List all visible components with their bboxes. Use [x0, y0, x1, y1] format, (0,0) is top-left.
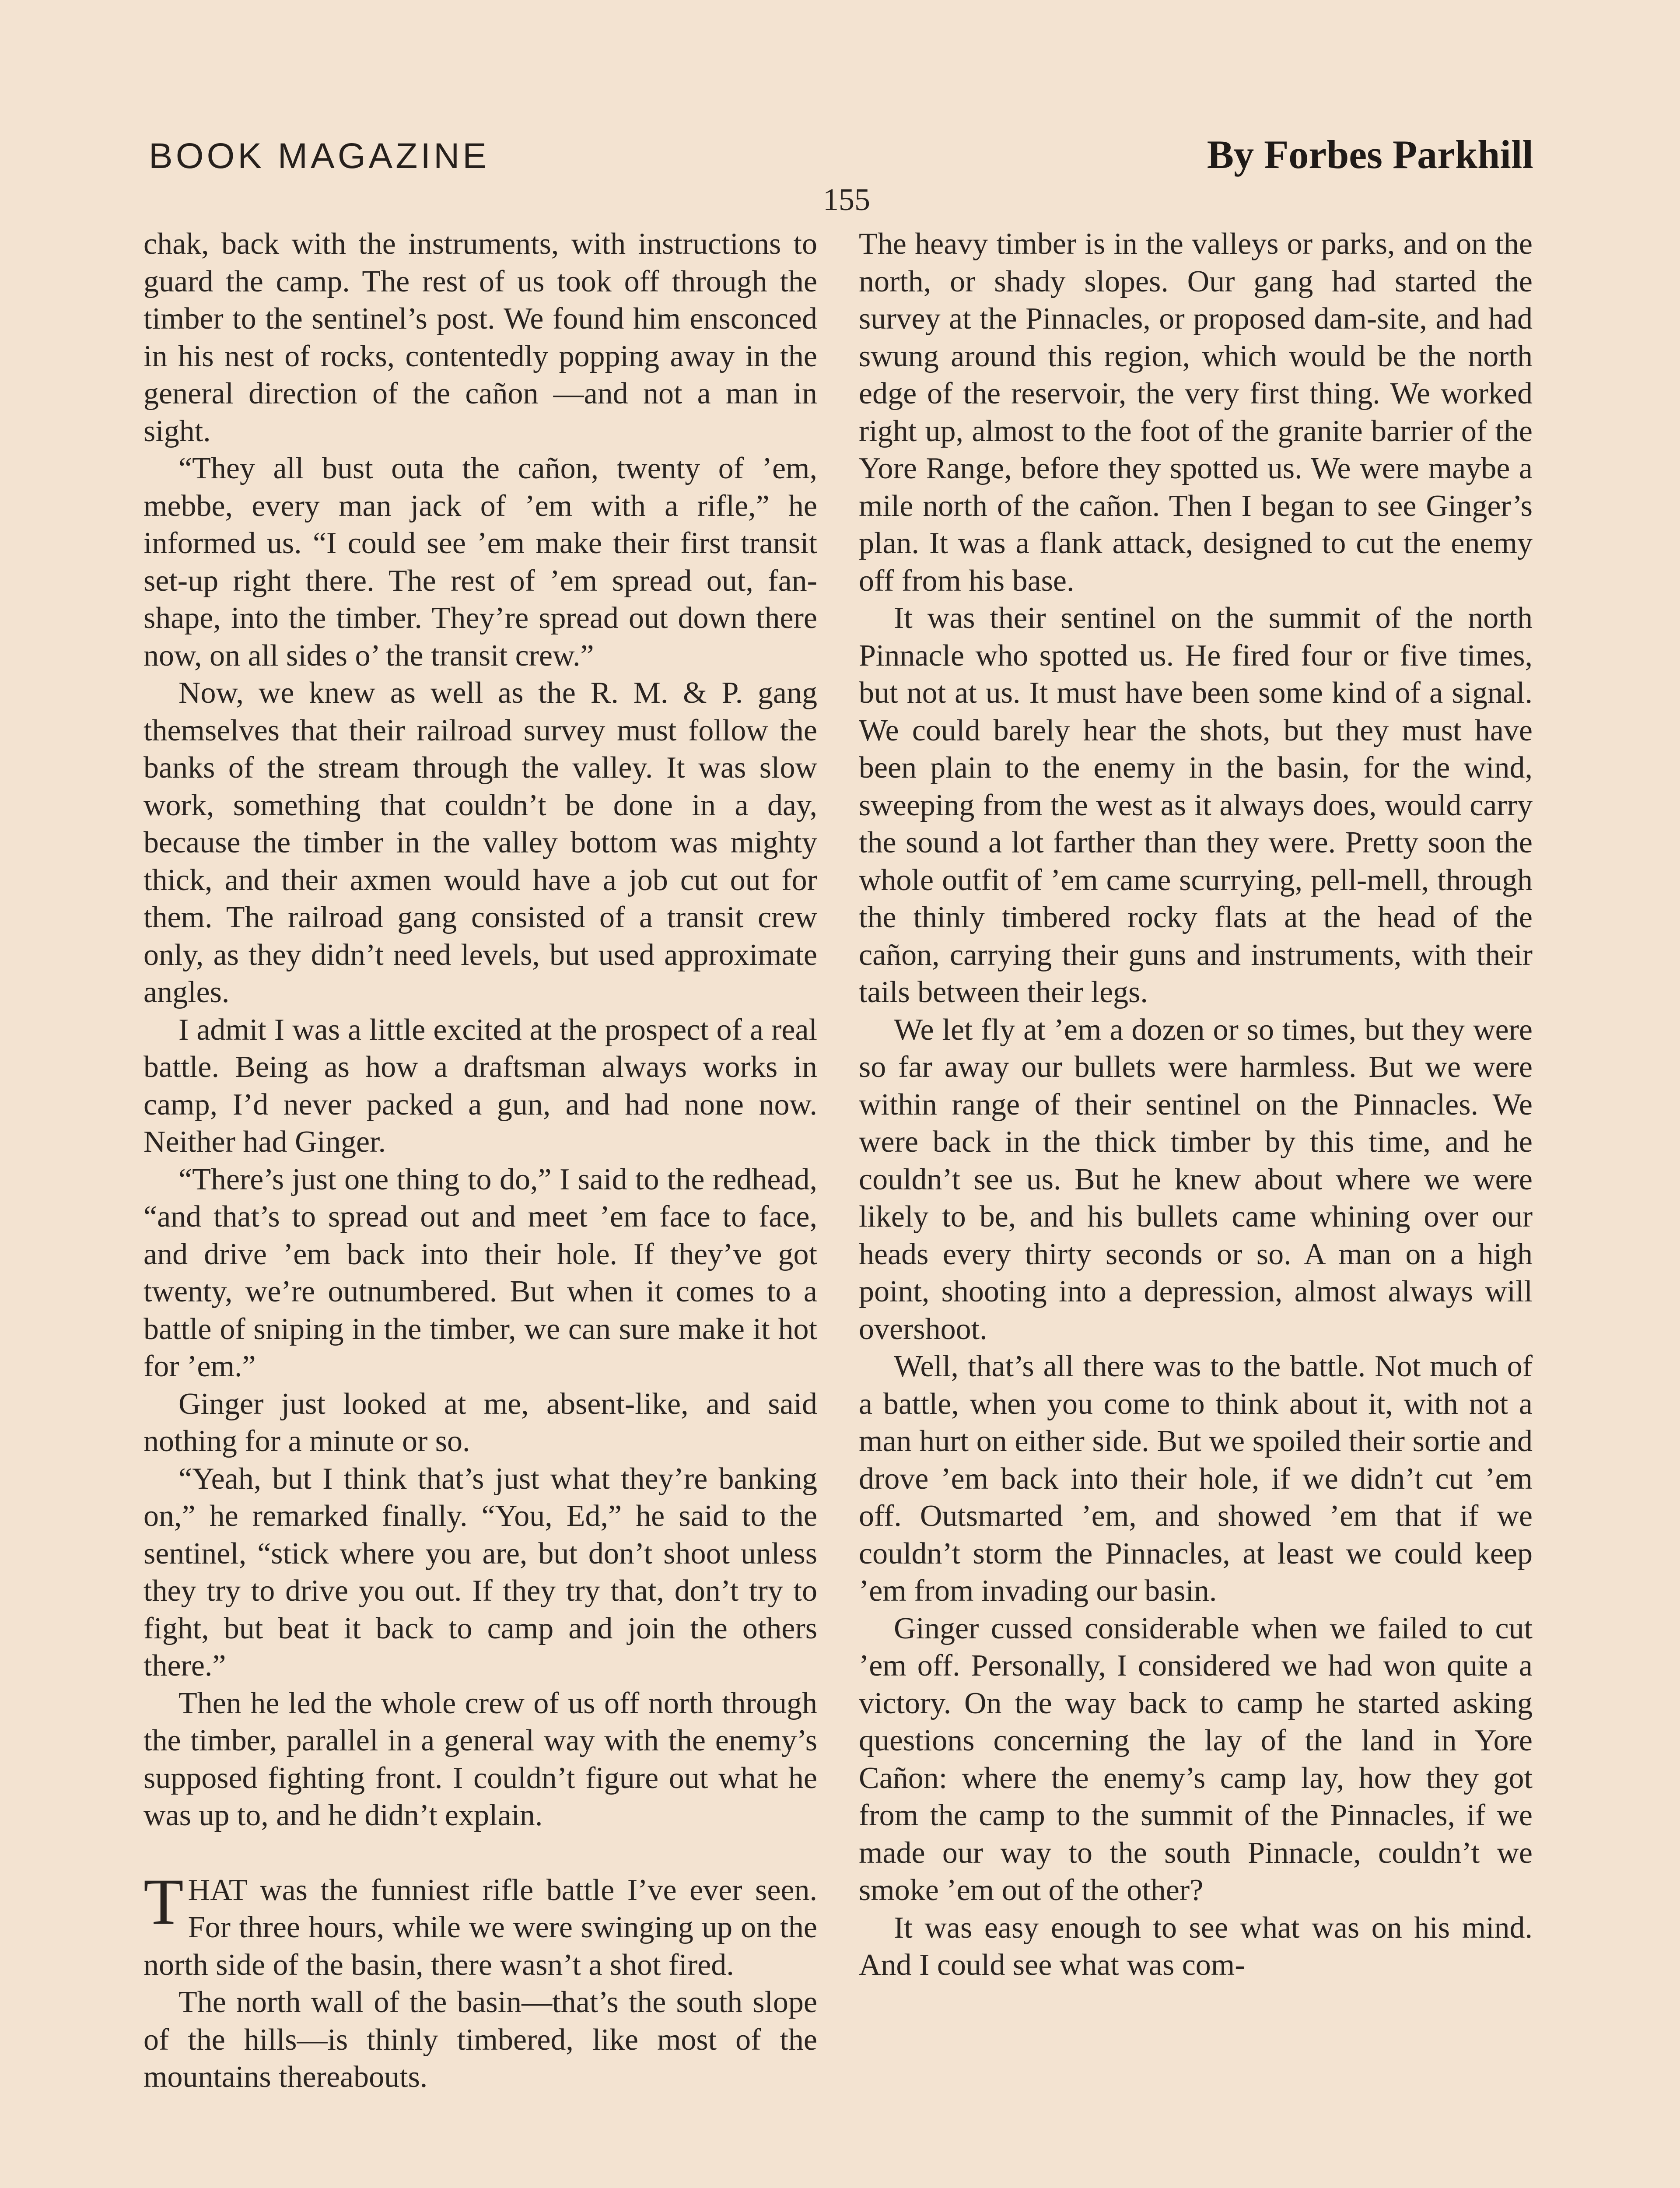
paragraph: chak, back with the instruments, with instructions to guard the camp. The rest of us took off through the timber to the sentinel’s post. We found him ensconced in his nest of rocks, contentedly popping away in the general direction of the cañon —and not a man in sight.	[144, 227, 817, 448]
paragraph: The heavy timber is in the valleys or parks, and on the north, or shady slopes. Our gang had started the survey at the Pinnacles, or proposed dam-site, and had swung around this region, which would be the north edge of the reservoir, the very first thing. We worked right up, almost to the foot of the granite barrier of the Yore Range, before they spotted us. We were maybe a mile north of the cañon. Then I began to see Ginger’s plan. It was a flank attack, designed to cut the enemy off from his base.	[859, 227, 1533, 598]
paragraph: Well, that’s all there was to the battle. Not much of a battle, when you come to think about it, with not a man hurt on either side. But we spoiled their sortie and drove ’em back into their hole, if we didn’t cut ’em off. Outsmarted ’em, and showed ’em that if we couldn’t storm the Pinnacles, at least we could keep ’em from invading our basin.	[859, 1350, 1533, 1608]
paragraph: It was easy enough to see what was on his mind. And I could see what was com-	[859, 1911, 1533, 1982]
page-number: 155	[823, 182, 870, 217]
magazine-title: BOOK MAGAZINE	[149, 136, 490, 176]
right-column	[859, 225, 1533, 2188]
paragraph: “Yeah, but I think that’s just what they’re banking on,” he remarked finally. “You, Ed,” he said to the sentinel, “stick where you are, but don’t shoot unless they try to drive you out. If they try that, don’t try to fight, but beat it back to camp and join the others there.”	[144, 1462, 817, 1683]
paragraph: Ginger cussed considerable when we failed to cut ’em off. Personally, I considered we had won quite a victory. On the way back to camp he started asking questions concerning the lay of the land in Yore Cañon: where the enemy’s camp lay, how they got from the camp to the summit of the Pinnacles, if we made our way to the south Pinnacle, couldn’t we smoke ’em out of the other?	[859, 1611, 1533, 1907]
paragraph: I admit I was a little excited at the prospect of a real battle. Being as how a draftsman always works in camp, I’d never packed a gun, and had none now. Neither had Ginger.	[144, 1013, 817, 1159]
paragraph: “They all bust outa the cañon, twenty of ’em, mebbe, every man jack of ’em with a rifle,” he informed us. “I could see ’em make their first transit set-up right there. The rest of ’em spread out, fan-shape, into the timber. They’re spread out down there now, on all sides o’ the transit crew.”	[144, 452, 817, 673]
paragraph: Now, we knew as well as the R. M. & P. gang themselves that their railroad survey must follow the banks of the stream through the valley. It was slow work, something that couldn’t be done in a day, because the timber in the valley bottom was mighty thick, and their axmen would have a job cut out for them. The railroad gang consisted of a transit crew only, as they didn’t need levels, but used approximate angles.	[144, 676, 817, 1009]
paragraph: The north wall of the basin—that’s the south slope of the hills—is thinly timbered, like most of the mountains thereabouts.	[144, 1985, 817, 2094]
paragraph: It was their sentinel on the summit of the north Pinnacle who spotted us. He fired four or five times, but not at us. It must have been some kind of a signal. We could barely hear the shots, but they must have been plain to the enemy in the basin, for the wind, sweeping from the west as it always does, would carry the sound a lot farther than they were. Pretty soon the whole outfit of ’em came scurrying, pell-mell, through the thinly timbered rocky flats at the head of the cañon, carrying their guns and instruments, with their tails between their legs.	[859, 601, 1533, 1009]
section-opening-text: HAT was the funniest rifle battle I’ve ever seen. For three hours, while we were swinging up on the north side of the basin, there wasn’t a shot fired.	[144, 1873, 817, 1982]
running-head	[149, 131, 1533, 179]
section-opening-paragraph	[144, 1865, 817, 1984]
paragraph: “There’s just one thing to do,” I said to the redhead, “and that’s to spread out and meet ’em face to face, and drive ’em back into their hole. If they’ve got twenty, we’re outnumbered. But when it comes to a battle of sniping in the timber, we can sure make it hot for ’em.”	[144, 1162, 817, 1383]
paragraph: Ginger just looked at me, absent-like, and said nothing for a minute or so.	[144, 1387, 817, 1458]
drop-cap: T	[144, 1865, 184, 1938]
left-column	[144, 225, 817, 2188]
author-byline: By Forbes Parkhill	[1207, 132, 1533, 177]
paragraph: Then he led the whole crew of us off north through the timber, parallel in a general way with the enemy’s supposed fighting front. I couldn’t figure out what he was up to, and he didn’t explain.	[144, 1686, 817, 1832]
paragraph: We let fly at ’em a dozen or so times, but they were so far away our bullets were harmless. But we were within range of their sentinel on the Pinnacles. We were back in the thick timber by this time, and he couldn’t see us. But he knew about where we were likely to be, and his bullets came whining over our heads every thirty seconds or so. A man on a high point, shooting into a depression, almost always will overshoot.	[859, 1013, 1533, 1346]
